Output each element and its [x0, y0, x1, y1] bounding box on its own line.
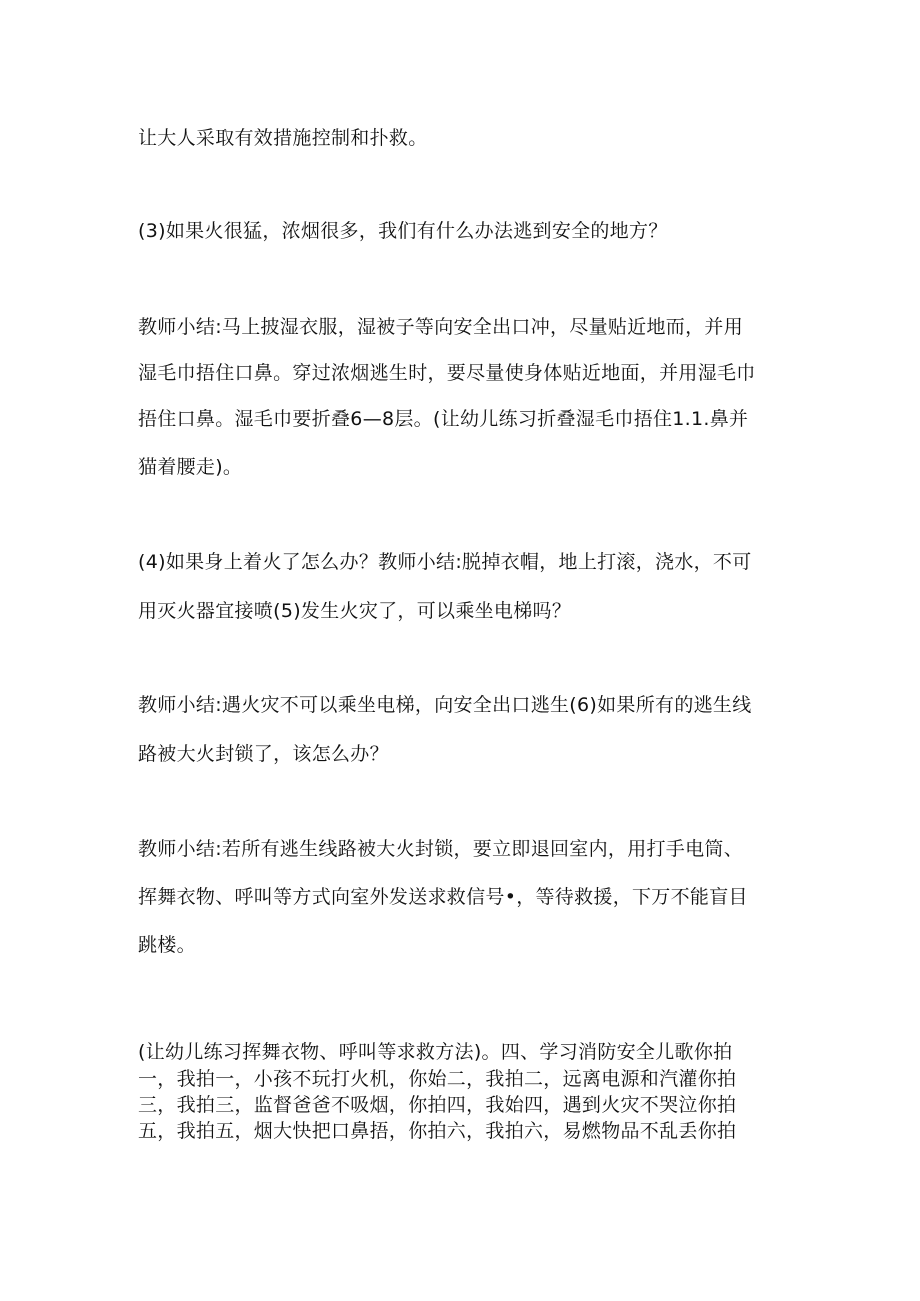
paragraph-5-line-1: 教师小结:遇火灾不可以乘坐电梯，向安全出口逃生(6)如果所有的逃生线	[138, 694, 752, 716]
paragraph-7-line-3: 三，我拍三，监督爸爸不吸烟，你拍四，我始四，遇到火灾不哭泣你拍	[138, 1094, 737, 1116]
paragraph-1-line-1: 让大人采取有效措施控制和扑救。	[138, 127, 428, 149]
paragraph-5-line-2: 路被大火封锁了，该怎么办？	[138, 743, 389, 765]
paragraph-6-line-2: 挥舞衣物、呼叫等方式向室外发送求救信号•，等待救援，下万不能盲目	[138, 886, 748, 908]
paragraph-6-line-1: 教师小结:若所有逃生线路被大火封锁，要立即退回室内，用打手电筒、	[138, 838, 744, 860]
paragraph-7-line-1: (让幼儿练习挥舞衣物、呼叫等求救方法)。四、学习消防安全儿歌你拍	[138, 1041, 733, 1063]
paragraph-4-line-2: 用灭火器宜接喷(5)发生火灾了，可以乘坐电梯吗？	[138, 600, 572, 622]
paragraph-4-line-1: (4)如果身上着火了怎么办？教师小结:脱掉衣帽，地上打滚，浇水，不可	[138, 551, 752, 573]
paragraph-3-line-3: 捂住口鼻。湿毛巾要折叠6—8层。(让幼儿练习折叠湿毛巾捂住1.1.鼻并	[138, 408, 749, 430]
paragraph-3-line-2: 湿毛巾捂住口鼻。穿过浓烟逃生时，要尽量使身体贴近地面，并用湿毛巾	[138, 362, 756, 384]
paragraph-3-line-4: 猫着腰走)。	[138, 456, 243, 478]
paragraph-6-line-3: 跳楼。	[138, 934, 196, 956]
paragraph-7-line-4: 五，我拍五，烟大快把口鼻捂，你拍六，我拍六，易燃物品不乱丢你拍	[138, 1120, 737, 1142]
paragraph-7-line-2: 一，我拍一，小孩不玩打火机，你始二，我拍二，远离电源和汽灌你拍	[138, 1068, 737, 1090]
paragraph-2-line-1: (3)如果火很猛，浓烟很多，我们有什么办法逃到安全的地方？	[138, 220, 668, 242]
paragraph-3-line-1: 教师小结:马上披湿衣服，湿被子等向安全出口冲，尽量贴近地而，并用	[138, 316, 744, 338]
